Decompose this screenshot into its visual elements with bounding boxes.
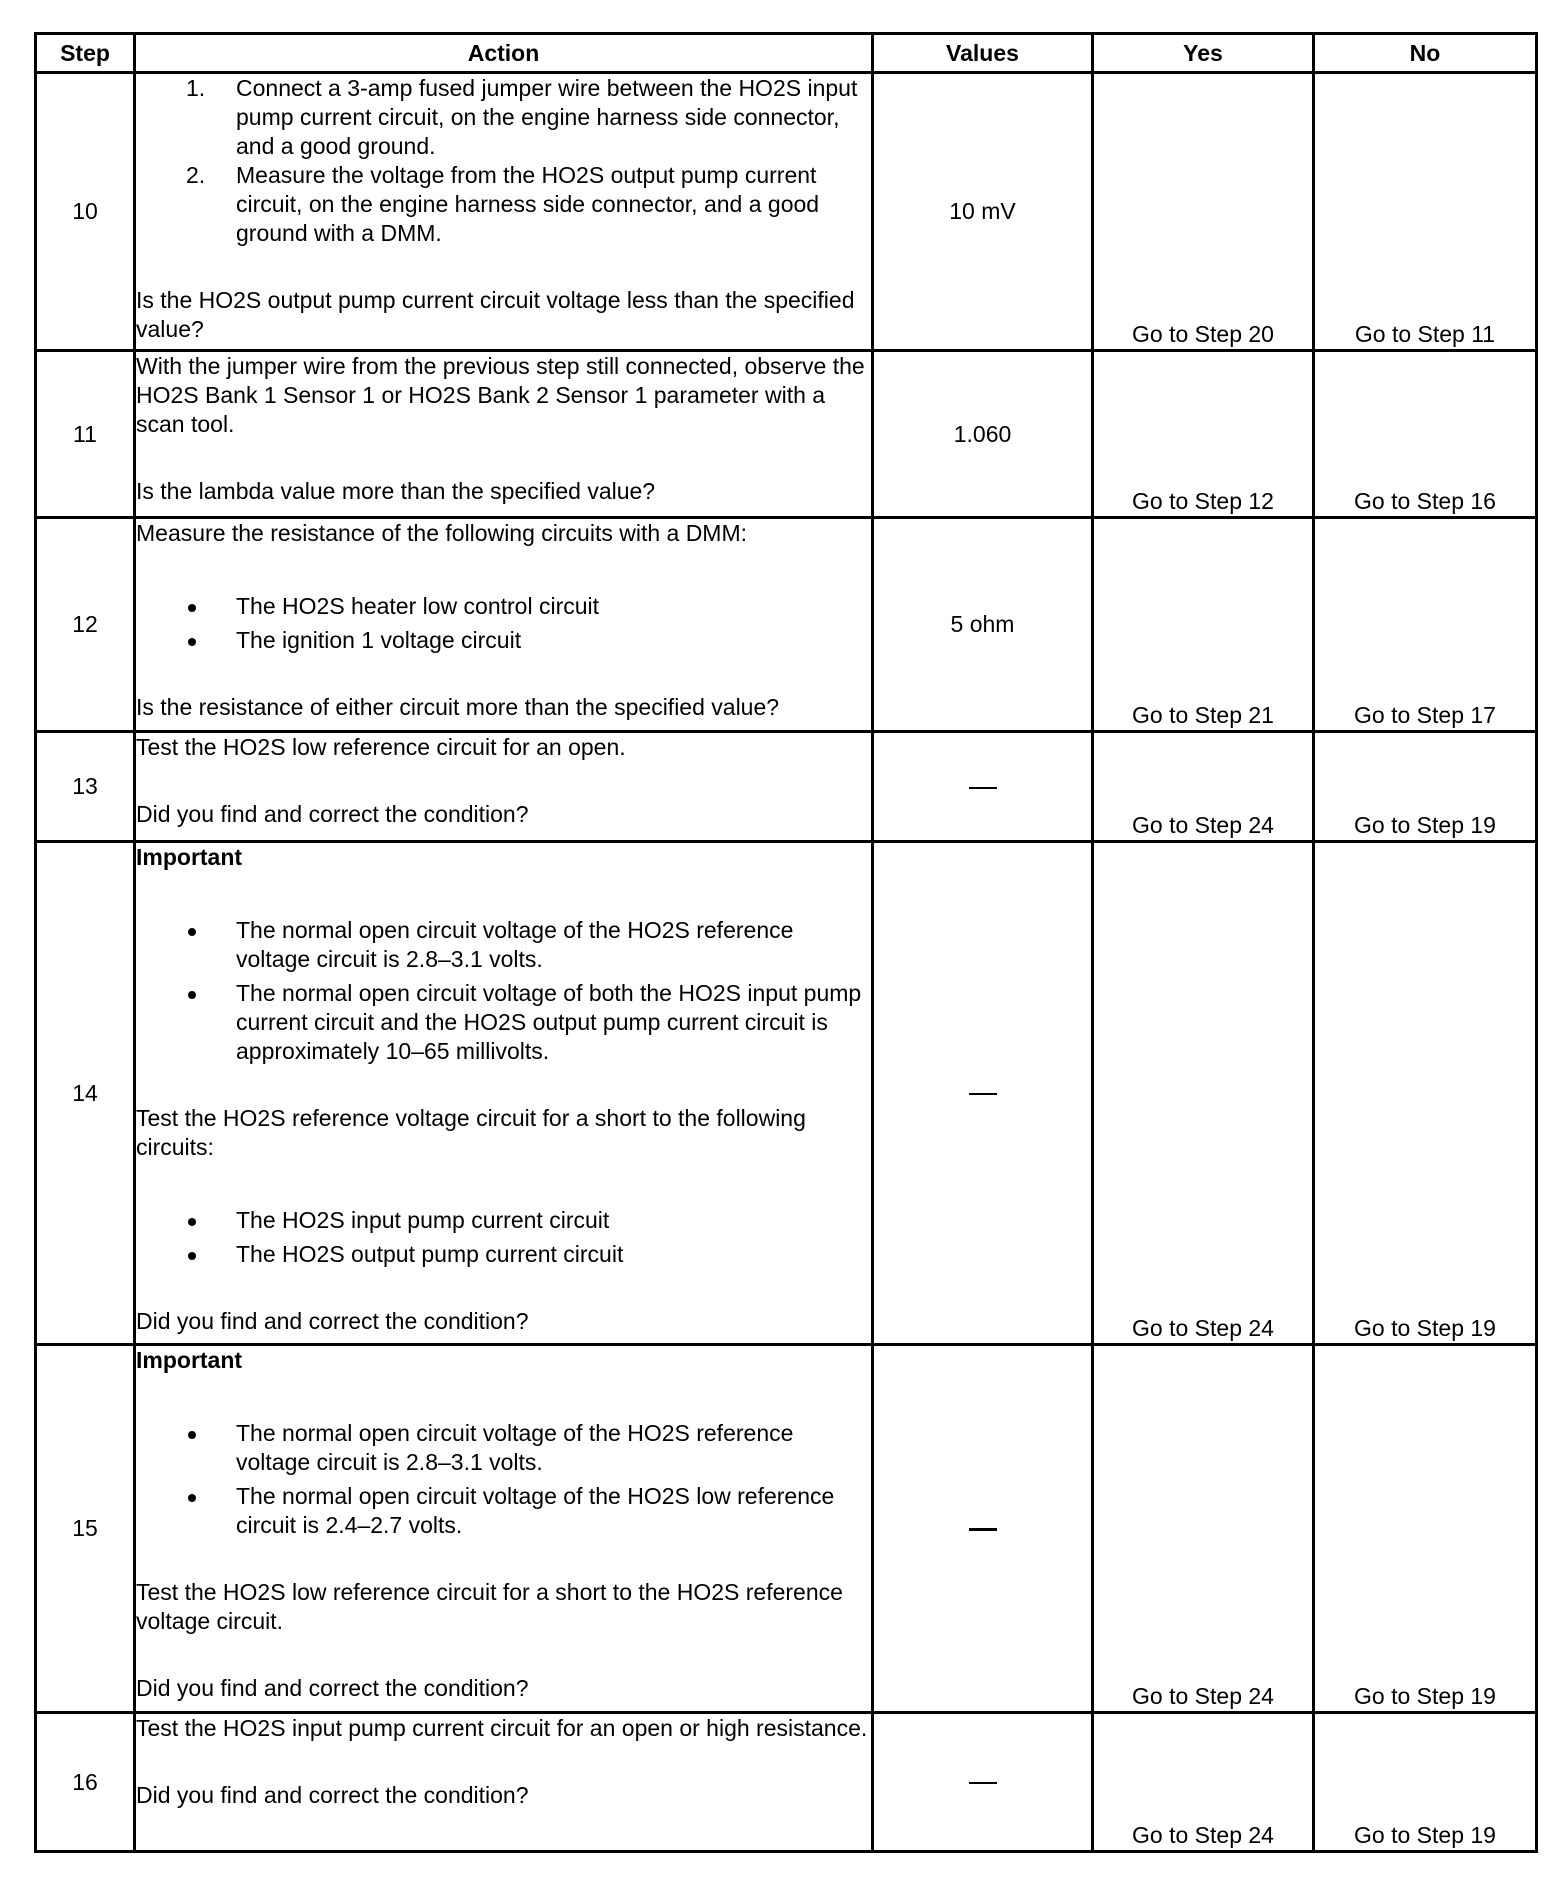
no-cell: Go to Step 19: [1314, 732, 1537, 842]
action-text: Test the HO2S input pump current circuit for an open or high resistance.: [136, 1715, 868, 1741]
table-row: [36, 1345, 1537, 1713]
bullet-list: [136, 1206, 871, 1269]
action-cell: [135, 1713, 873, 1852]
bullet-item: The HO2S output pump current circuit: [136, 1240, 871, 1269]
note-item: The normal open circuit voltage of the HO2S low reference circuit is 2.4–2.7 volts.: [136, 1482, 871, 1540]
bullet-list: [136, 592, 871, 655]
header-action: Action: [135, 34, 873, 73]
action-text: Measure the resistance of the following circuits with a DMM:: [136, 520, 748, 546]
diagnostic-table: [34, 32, 1538, 1853]
bullet-icon: [188, 1218, 196, 1226]
value-cell: 10 mV: [873, 73, 1093, 351]
important-heading: Important: [136, 844, 243, 870]
table-row: [36, 842, 1537, 1345]
header-yes: Yes: [1093, 34, 1314, 73]
question-text: Is the HO2S output pump current circuit voltage less than the specified value?: [136, 287, 855, 342]
no-cell: Go to Step 17: [1314, 518, 1537, 732]
step-number: 16: [36, 1713, 135, 1852]
dash-icon: [969, 1528, 997, 1531]
question-text: Did you find and correct the condition?: [136, 1675, 529, 1701]
note-item: The normal open circuit voltage of the HO2S reference voltage circuit is 2.8–3.1 volts.: [136, 916, 871, 974]
action-text: Test the HO2S low reference circuit for an open.: [136, 734, 626, 760]
yes-cell: Go to Step 20: [1093, 73, 1314, 351]
numbered-step: [136, 74, 871, 161]
value-cell: 1.060: [873, 351, 1093, 518]
step-number: 12: [36, 518, 135, 732]
action-cell: [135, 732, 873, 842]
dash-icon: [969, 787, 997, 789]
note-list: [136, 916, 871, 1066]
no-cell: Go to Step 19: [1314, 842, 1537, 1345]
question-text: Is the resistance of either circuit more than the specified value?: [136, 694, 780, 720]
value-cell: [873, 732, 1093, 842]
note-item: The normal open circuit voltage of the HO2S reference voltage circuit is 2.8–3.1 volts.: [136, 1419, 871, 1477]
action-cell: [135, 351, 873, 518]
action-text: Test the HO2S reference voltage circuit for a short to the following circuits:: [136, 1105, 806, 1160]
table-row: [36, 518, 1537, 732]
question-text: Is the lambda value more than the specified value?: [136, 478, 656, 504]
table-row: [36, 73, 1537, 351]
dash-icon: [969, 1093, 997, 1095]
numbered-steps: [136, 74, 871, 248]
bullet-icon: [188, 991, 196, 999]
action-text: With the jumper wire from the previous step still connected, observe the HO2S Bank 1 Sensor 1 or HO2S Bank 2 Sensor 1 parameter with a scan tool.: [136, 353, 865, 437]
bullet-item: The ignition 1 voltage circuit: [136, 626, 871, 655]
step-number: 15: [36, 1345, 135, 1713]
step-text: Measure the voltage from the HO2S output pump current circuit, on the engine harness side connector, and a good ground with a DMM.: [236, 162, 820, 246]
step-number: 11: [36, 351, 135, 518]
value-cell: [873, 1713, 1093, 1852]
table-row: [36, 732, 1537, 842]
step-index: 1.: [186, 75, 206, 101]
note-item: The normal open circuit voltage of both the HO2S input pump current circuit and the HO2S output pump current circuit is approximately 10–65 millivolts.: [136, 979, 871, 1066]
question-text: Did you find and correct the condition?: [136, 801, 529, 827]
bullet-icon: [188, 638, 196, 646]
dash-icon: [969, 1782, 997, 1784]
step-text: Connect a 3-amp fused jumper wire between the HO2S input pump current circuit, on the engine harness side connector, and a good ground.: [236, 75, 858, 159]
step-index: 2.: [186, 162, 206, 188]
bullet-icon: [188, 1252, 196, 1260]
yes-cell: Go to Step 24: [1093, 1713, 1314, 1852]
yes-cell: Go to Step 24: [1093, 1345, 1314, 1713]
yes-cell: Go to Step 21: [1093, 518, 1314, 732]
bullet-icon: [188, 604, 196, 612]
action-cell: [135, 1345, 873, 1713]
bullet-item: The HO2S heater low control circuit: [136, 592, 871, 621]
no-cell: Go to Step 11: [1314, 73, 1537, 351]
numbered-step: [136, 161, 871, 248]
header-values: Values: [873, 34, 1093, 73]
value-cell: 5 ohm: [873, 518, 1093, 732]
important-heading: Important: [136, 1347, 243, 1373]
bullet-icon: [188, 1431, 196, 1439]
step-number: 10: [36, 73, 135, 351]
note-list: [136, 1419, 871, 1540]
header-row: [36, 34, 1537, 73]
value-cell: [873, 1345, 1093, 1713]
action-cell: [135, 842, 873, 1345]
header-step: Step: [36, 34, 135, 73]
step-number: 13: [36, 732, 135, 842]
value-cell: [873, 842, 1093, 1345]
table-row: [36, 1713, 1537, 1852]
question-text: Did you find and correct the condition?: [136, 1782, 529, 1808]
no-cell: Go to Step 19: [1314, 1713, 1537, 1852]
bullet-icon: [188, 928, 196, 936]
question-text: Did you find and correct the condition?: [136, 1308, 529, 1334]
bullet-icon: [188, 1494, 196, 1502]
action-cell: [135, 518, 873, 732]
action-text: Test the HO2S low reference circuit for a short to the HO2S reference voltage circuit.: [136, 1579, 843, 1634]
yes-cell: Go to Step 24: [1093, 732, 1314, 842]
yes-cell: Go to Step 12: [1093, 351, 1314, 518]
no-cell: Go to Step 16: [1314, 351, 1537, 518]
yes-cell: Go to Step 24: [1093, 842, 1314, 1345]
no-cell: Go to Step 19: [1314, 1345, 1537, 1713]
table-row: [36, 351, 1537, 518]
action-cell: [135, 73, 873, 351]
bullet-item: The HO2S input pump current circuit: [136, 1206, 871, 1235]
header-no: No: [1314, 34, 1537, 73]
step-number: 14: [36, 842, 135, 1345]
